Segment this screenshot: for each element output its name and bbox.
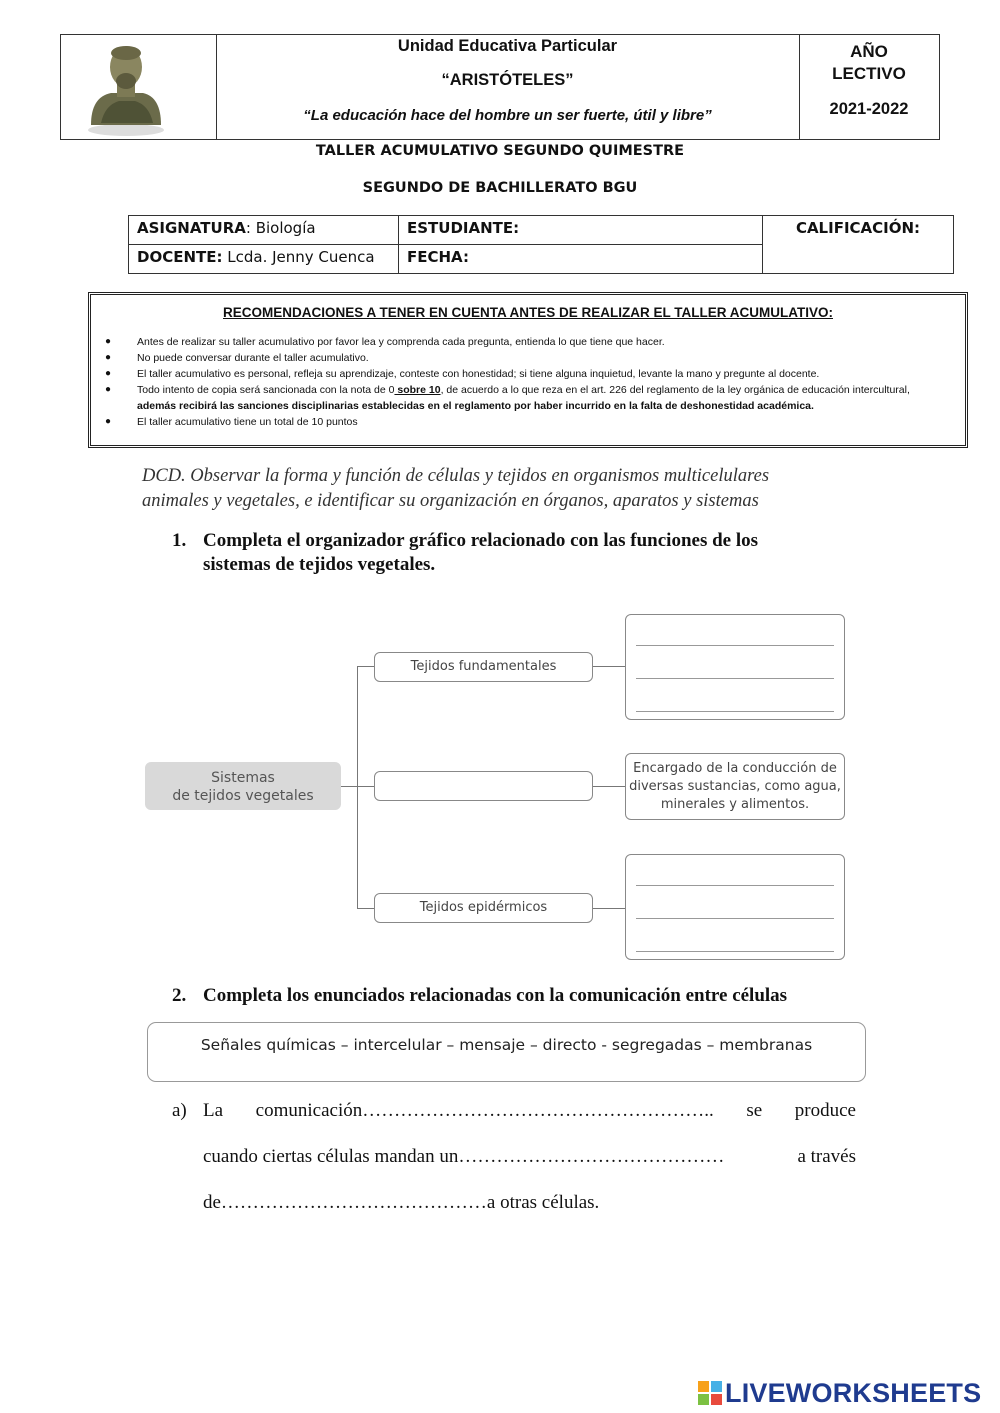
answer-line[interactable] [636, 951, 834, 952]
dcd-line-2: animales y vegetales, e identificar su organización en órganos, aparatos y sistemas [142, 491, 759, 511]
branch-blank-input[interactable] [374, 771, 593, 801]
answer-box-epidermicos[interactable] [625, 854, 845, 960]
list-item: ● Todo intento de copia será sancionada con la nota de 0 sobre 10, de acuerdo a lo que reza en el art. 226 del reglamento de la ley orgánica de educación intercultural, además recibirá las sanciones disciplinarias establecidas en el reglamento por haber incurrido en la falta de deshonestidad académica. [105, 384, 910, 412]
q2-number: 2. [172, 985, 187, 1006]
branch-fundamentales [374, 652, 593, 682]
liveworksheets-logo[interactable] [698, 1377, 982, 1408]
connector [593, 908, 625, 909]
sentence-a-line-2 [203, 1146, 856, 1168]
desc-line-2: diversas sustancias, como agua, [629, 779, 841, 794]
answer-line[interactable] [636, 885, 834, 886]
q2-text: Completa los enunciados relacionadas con la comunicación entre células [203, 985, 788, 1006]
curso-title: SEGUNDO DE BACHILLERATO BGU [362, 180, 638, 196]
calificacion-label: CALIFICACIÓN: [795, 219, 921, 237]
liveworksheets-icon [698, 1381, 722, 1405]
liveworksheets-wordmark: LIVEWORKSHEETS [725, 1377, 982, 1408]
desc-line-1: Encargado de la conducción de [633, 761, 837, 776]
sentence-a-label: a) [172, 1100, 187, 1121]
school-name: Unidad Educativa Particular [397, 37, 618, 55]
list-item: ● No puede conversar durante el taller acumulativo. [105, 352, 369, 364]
fecha-label: FECHA: [407, 248, 469, 266]
asignatura-value: : Biología [245, 219, 316, 237]
connector [593, 786, 625, 787]
list-item: ● El taller acumulativo tiene un total de 10 puntos [105, 416, 358, 428]
desc-box-conduccion [625, 753, 845, 820]
dcd-line-1: DCD. Observar la forma y función de células y tejidos en organismos multicelulares [142, 466, 770, 486]
root-node-line-1: Sistemas [211, 770, 275, 786]
q1-text-line-1: Completa el organizador gráfico relacionado con las funciones de los [203, 530, 759, 551]
docente-value: Lcda. Jenny Cuenca [222, 248, 375, 266]
connector [357, 666, 358, 909]
answer-line[interactable] [636, 711, 834, 712]
asignatura-label: ASIGNATURA [137, 219, 246, 237]
answer-box-fundamentales[interactable] [625, 614, 845, 720]
answer-line[interactable] [636, 645, 834, 646]
sentence-word: se [746, 1100, 763, 1121]
estudiante-label: ESTUDIANTE: [407, 219, 520, 237]
connector [341, 786, 357, 787]
word-bank [147, 1022, 866, 1082]
branch-epidermicos [374, 893, 593, 923]
blank-comunicacion[interactable]: comunicación……………………………………………….. [255, 1100, 714, 1121]
school-motto: “La educación hace del hombre un ser fuerte, útil y libre” [303, 107, 712, 124]
recommendations-title: RECOMENDACIONES A TENER EN CUENTA ANTES DE REALIZAR EL TALLER ACUMULATIVO: [223, 305, 833, 320]
blank-mensaje[interactable]: cuando ciertas células mandan un…………………………………… [203, 1146, 725, 1167]
connector [357, 666, 374, 667]
branch-fundamentales-label: Tejidos fundamentales [410, 659, 557, 674]
root-node-line-2: de tejidos vegetales [172, 788, 314, 804]
connector [357, 786, 374, 787]
sentence-a-line-1 [203, 1100, 856, 1122]
sentence-word: La [203, 1100, 224, 1121]
desc-line-3: minerales y alimentos. [660, 797, 810, 812]
list-item: ● El taller acumulativo es personal, refleja su aprendizaje, conteste con honestidad; si tiene alguna inquietud, levante la mano y pregunte al docente. [105, 368, 820, 380]
sentence-word: produce [794, 1100, 856, 1121]
list-item: ● Antes de realizar su taller acumulativo por favor lea y comprenda cada pregunta, entienda lo que tiene que hacer. [105, 336, 665, 348]
docente-label: DOCENTE: [137, 248, 223, 266]
connector [357, 908, 374, 909]
word-bank-text: Señales químicas – intercelular – mensaje – directo - segregadas – membranas [200, 1036, 813, 1054]
taller-title: TALLER ACUMULATIVO SEGUNDO QUIMESTRE [315, 143, 685, 159]
root-node [145, 762, 341, 810]
branch-epidermicos-label: Tejidos epidérmicos [419, 900, 548, 915]
year-label-1: AÑO [850, 42, 888, 61]
answer-line[interactable] [636, 918, 834, 919]
sentence-a-line-3[interactable]: de……………………………………a otras células. [203, 1192, 600, 1213]
answer-line[interactable] [636, 678, 834, 679]
school-title: “ARISTÓTELES” [441, 71, 574, 89]
school-year: 2021-2022 [829, 100, 909, 118]
sentence-word: a través [797, 1146, 856, 1167]
q1-number: 1. [172, 530, 187, 551]
year-label-2: LECTIVO [832, 64, 906, 83]
connector [593, 666, 625, 667]
q1-text-line-2: sistemas de tejidos vegetales. [203, 554, 436, 575]
